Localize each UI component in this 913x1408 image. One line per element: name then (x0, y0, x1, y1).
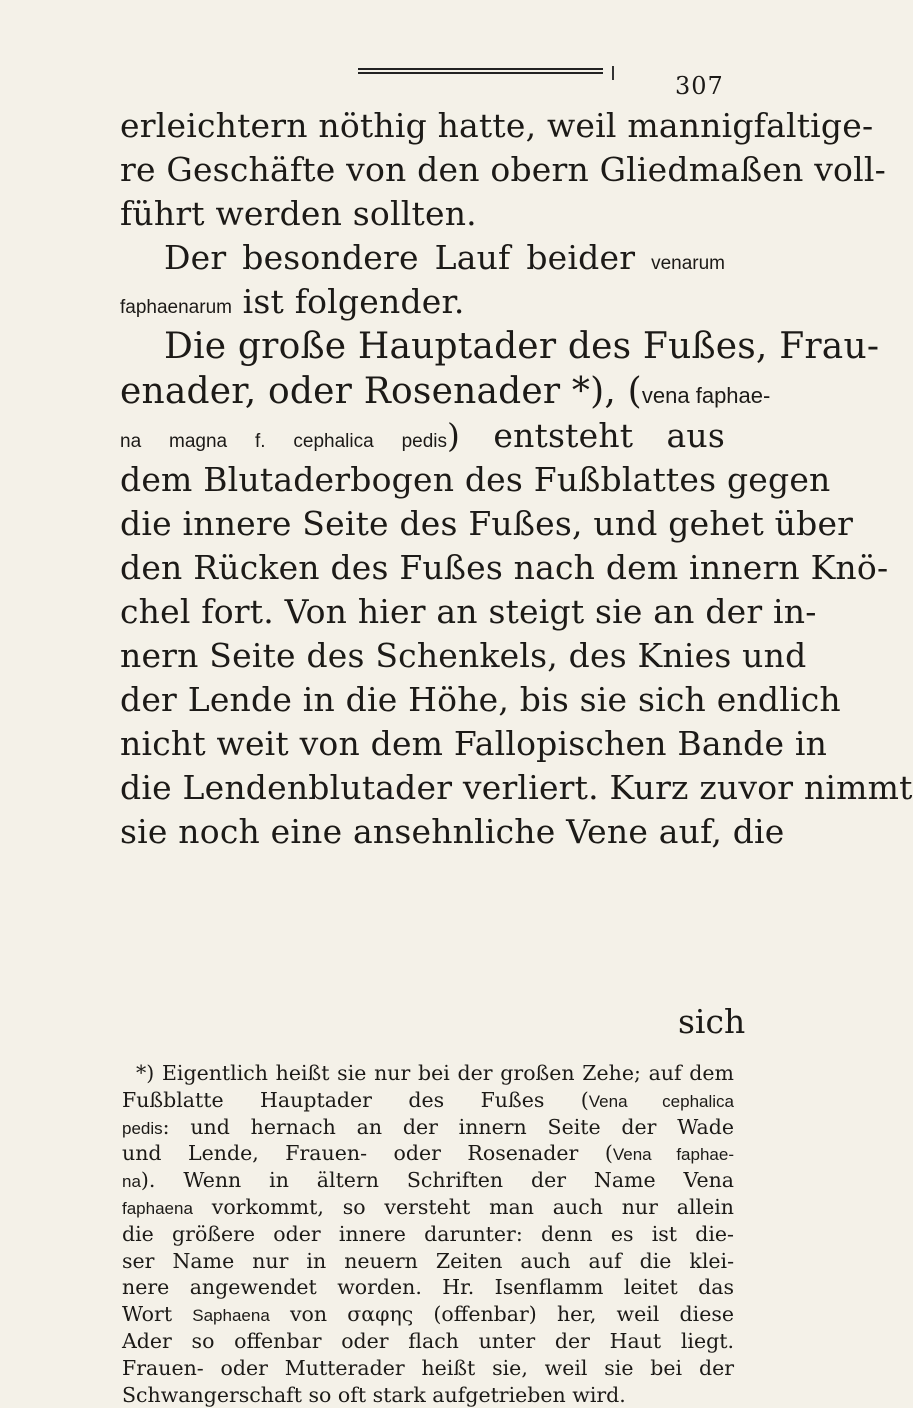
footnote-line (122, 1328, 734, 1355)
text-line: erleichtern nöthig hatte, weil mannigfaltige- (120, 106, 874, 145)
text-segment: enader, oder Rosenader *), ( (120, 371, 642, 412)
text-segment: nere angewendet worden. Hr. Isenflamm leitet das (122, 1275, 734, 1300)
text-line: die innere Seite des Fußes, und gehet über (120, 504, 854, 543)
text-line: die Lendenblutader verliert. Kurz zuvor nimmt (120, 768, 913, 807)
footnote-line (122, 1140, 734, 1167)
footnote-line (122, 1194, 734, 1221)
latin-term: faphaenarum (120, 297, 232, 318)
text-line: den Rücken des Fußes nach dem innern Knö- (120, 548, 889, 587)
page-number: 307 (675, 72, 724, 100)
text-segment: ). Wenn in ältern Schriften der Name Vena (140, 1168, 734, 1193)
text-line: führt werden sollten. (120, 194, 477, 233)
latin-term: Saphaena (192, 1306, 270, 1326)
main-text (120, 104, 913, 854)
text-line: Die große Hauptader des Fußes, Frau- (164, 326, 880, 367)
latin-term: na (122, 1172, 141, 1192)
footnote-line (122, 1060, 734, 1087)
footnote-separator (150, 1048, 725, 1049)
header-rule (358, 68, 603, 74)
text-line (120, 414, 725, 458)
latin-term: Vena faphae- (612, 1145, 734, 1165)
text-line: sie noch eine ansehnliche Vene auf, die (120, 812, 785, 851)
footnote-line (122, 1221, 734, 1248)
footnote-line (122, 1114, 734, 1141)
footnote-line (122, 1301, 734, 1328)
latin-term: venarum (651, 253, 725, 274)
header-tick-mark (612, 66, 614, 80)
text-segment: ) entsteht aus (447, 416, 725, 455)
text-segment: Der besondere Lauf beider (164, 238, 652, 277)
text-line: re Geschäfte von den obern Gliedmaßen voll- (120, 150, 886, 189)
text-segment: die größere oder innere darunter: denn es ist die- (122, 1221, 734, 1246)
latin-term: pedis (122, 1118, 163, 1138)
text-segment: Fußblatte Hauptader des Fußes ( (122, 1087, 589, 1112)
latin-term: Vena cephalica (588, 1091, 734, 1111)
text-segment: Schwangerschaft so oft stark aufgetrieben wird. (122, 1382, 626, 1407)
text-line: nern Seite des Schenkels, des Knies und (120, 636, 807, 675)
text-segment: ser Name nur in neuern Zeiten auch auf die klei- (122, 1248, 734, 1273)
catchword: sich (678, 1002, 746, 1041)
text-segment: vorkommt, so versteht man auch nur allein (192, 1194, 734, 1219)
footnote-line (122, 1087, 734, 1114)
latin-term: vena faphae- (641, 383, 771, 408)
text-segment: ist folgender. (231, 282, 465, 321)
footnote-line (122, 1167, 734, 1194)
text-segment: *) Eigentlich heißt sie nur bei der großen Zehe; auf dem (136, 1061, 734, 1085)
text-line (120, 236, 725, 280)
text-segment: Ader so offenbar oder flach unter der Haut liegt. (122, 1328, 734, 1353)
footnote-line (122, 1248, 734, 1275)
footnote-line (122, 1274, 734, 1301)
text-segment: Wort (122, 1302, 193, 1327)
footnote-line (122, 1355, 734, 1382)
footnote (122, 1060, 734, 1408)
text-line (120, 280, 725, 324)
text-line: dem Blutaderbogen des Fußblattes gegen (120, 460, 831, 499)
text-segment: von σαφης (offenbar) her, weil diese (269, 1302, 734, 1327)
text-segment: : und hernach an der innern Seite der Wade (162, 1114, 734, 1139)
text-segment: und Lende, Frauen- oder Rosenader ( (122, 1141, 613, 1166)
footnote-line (122, 1382, 734, 1408)
text-line: nicht weit von dem Fallopischen Bande in (120, 724, 828, 763)
text-line: der Lende in die Höhe, bis sie sich endlich (120, 680, 841, 719)
text-line: chel fort. Von hier an steigt sie an der in- (120, 592, 817, 631)
text-line (120, 369, 771, 414)
text-segment: Frauen- oder Mutterader heißt sie, weil sie bei der (122, 1355, 734, 1380)
latin-term: faphaena (122, 1198, 193, 1218)
latin-term: na magna f. cephalica pedis (120, 431, 447, 452)
